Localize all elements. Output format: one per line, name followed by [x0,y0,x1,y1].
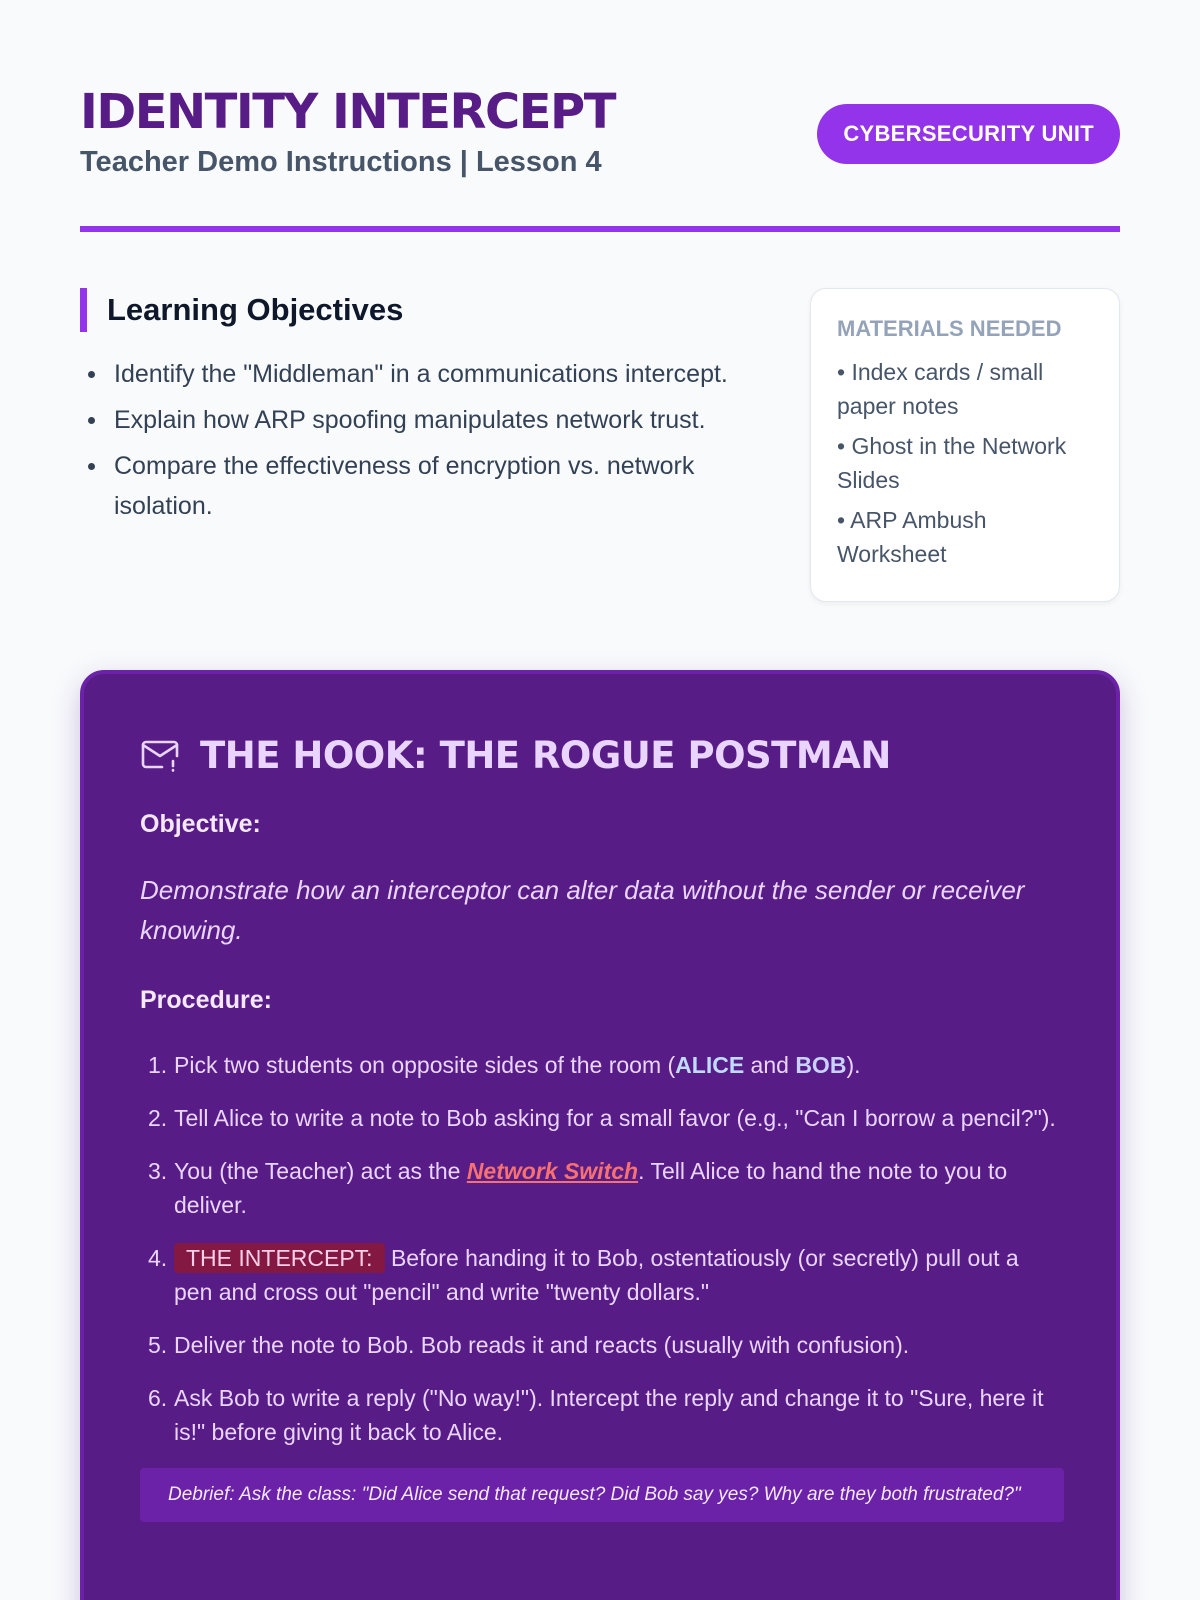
objective-label: Objective: [140,810,261,838]
objective-item: Identify the "Middleman" in a communications intercept. [80,354,770,394]
material-item: • ARP Ambush Worksheet [837,507,987,567]
step-number: 6. [148,1385,168,1411]
procedure-step [148,1381,1060,1449]
page-header [80,84,1120,234]
objective-text: Demonstrate how an interceptor can alter data without the sender or receiver knowing. [140,875,1025,945]
step-number: 3. [148,1158,168,1184]
procedure-step [148,1241,1060,1309]
objective-item: Compare the effectiveness of encryption vs. network isolation. [80,446,770,526]
objectives-heading: Learning Objectives [80,288,770,332]
bob-label: BOB [795,1052,847,1078]
step-text: ). [846,1052,861,1078]
step-number: 4. [148,1245,168,1271]
procedure-step [148,1101,1060,1135]
procedure-list [140,1048,1060,1449]
step-number: 5. [148,1332,168,1358]
hook-card [80,670,1120,1600]
hook-title: THE HOOK: THE ROGUE POSTMAN [200,733,891,777]
step-text: You (the Teacher) act as the [174,1158,467,1184]
material-item: • Ghost in the Network Slides [837,433,1067,493]
debrief-box: Debrief: Ask the class: "Did Alice send that request? Did Bob say yes? Why are they both frustrated?" [140,1468,1064,1522]
objective-item: Explain how ARP spoofing manipulates network trust. [80,400,770,440]
objectives-list [80,354,770,526]
step-text: Deliver the note to Bob. Bob reads it and reacts (usually with confusion). [174,1332,910,1358]
header-divider [80,226,1120,232]
step-number: 1. [148,1052,168,1078]
material-item: • Index cards / small paper notes [837,359,1044,419]
step-text: . Tell Alice to hand the note to you to deliver. [174,1158,1008,1218]
procedure-step [148,1154,1060,1222]
step-text: and [744,1052,796,1078]
step-text: Before handing it to Bob, ostentatiously (or secretly) pull out a pen and cross out "pencil" and write "twenty dollars." [174,1245,1019,1305]
intercept-tag: THE INTERCEPT: [174,1243,385,1273]
materials-heading: MATERIALS NEEDED [837,316,1062,341]
step-number: 2. [148,1105,168,1131]
step-text: Tell Alice to write a note to Bob asking for a small favor (e.g., "Can I borrow a pencil?"). [174,1105,1056,1131]
page-subtitle: Teacher Demo Instructions | Lesson 4 [80,146,602,178]
procedure-label: Procedure: [140,986,272,1014]
procedure-step [148,1048,1060,1082]
procedure-step [148,1328,1060,1362]
materials-card [810,288,1120,602]
step-text: Ask Bob to write a reply ("No way!"). Intercept the reply and change it to "Sure, here it is!" before giving it back to Alice. [174,1385,1044,1445]
page-title: IDENTITY INTERCEPT [80,84,615,140]
step-text: Pick two students on opposite sides of the room ( [174,1052,676,1078]
materials-list [837,355,1093,571]
unit-badge: CYBERSECURITY UNIT [817,104,1120,164]
alice-label: ALICE [675,1052,745,1078]
mail-alert-icon [140,737,180,773]
hook-header [140,730,1060,780]
network-switch-highlight: Network Switch [466,1158,639,1184]
learning-objectives [80,288,770,532]
